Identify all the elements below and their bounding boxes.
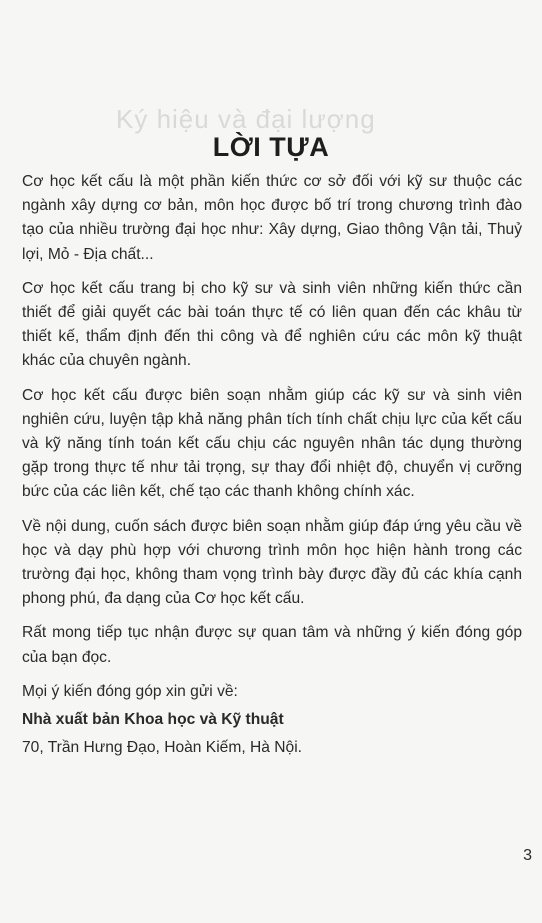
paragraph-3: Cơ học kết cấu được biên soạn nhằm giúp các kỹ sư và sinh viên nghiên cứu, luyện tập khả năng phân tích tính chất chịu lực của kết cấu và kỹ năng tính toán kết cấu chịu các nguyên nhân tác dụng thường gặp trong thực tế như tải trọng, sự thay đổi nhiệt độ, chuyển vị cưỡng bức của các liên kết, chế tạo các thanh không chính xác. [22, 386, 522, 501]
publisher-address: 70, Trần Hưng Đạo, Hoàn Kiếm, Hà Nội. [22, 739, 302, 757]
preface-body [22, 170, 522, 764]
paragraph-4: Về nội dung, cuốn sách được biên soạn nhằm giúp đáp ứng yêu cầu về học và dạy phù hợp với chương trình môn học hiện hành trong các trường đại học, không tham vọng trình bày được đầy đủ các khía cạnh phong phú, đa dạng của Cơ học kết cấu. [22, 517, 522, 608]
page-number: 3 [523, 847, 532, 864]
contact-intro: Mọi ý kiến đóng góp xin gửi về: [22, 682, 238, 700]
paragraph-1: Cơ học kết cấu là một phần kiến thức cơ sở đối với kỹ sư thuộc các ngành xây dựng cơ bản, môn học được bố trí trong chương trình đào tạo của nhiều trường đại học như: Xây dựng, Giao thông Vận tải, Thuỷ lợi, Mỏ - Địa chất... [22, 173, 522, 263]
publisher-name: Nhà xuất bản Khoa học và Kỹ thuật [22, 711, 284, 729]
paragraph-5: Rất mong tiếp tục nhận được sự quan tâm và những ý kiến đóng góp của bạn đọc. [22, 624, 522, 666]
page-title: LỜI TỰA [212, 132, 330, 163]
paragraph-2: Cơ học kết cấu trang bị cho kỹ sư và sinh viên những kiến thức cần thiết để giải quyết các bài toán thực tế có liên quan đến các khâu từ thiết kế, thẩm định đến thi công và để nghiên cứu các môn kỹ thuật khác của chuyên ngành. [22, 279, 522, 370]
bleed-through-heading: Ký hiệu và đại lượng [116, 104, 376, 134]
